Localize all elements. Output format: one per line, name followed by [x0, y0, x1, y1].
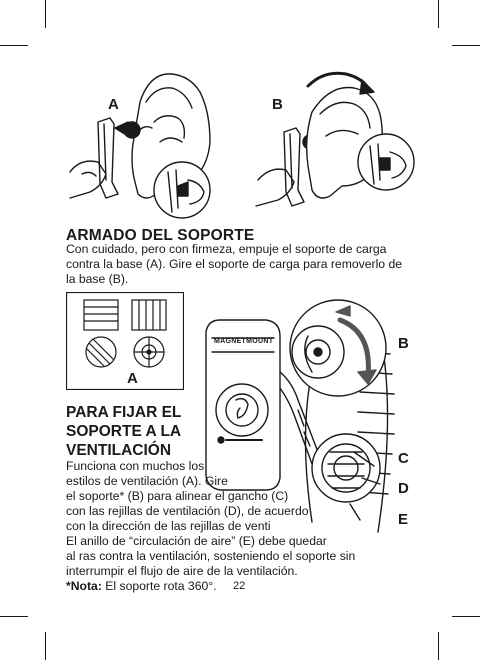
illustration-rotate-mount: [250, 62, 420, 222]
heading-line: PARA FIJAR EL: [66, 404, 182, 421]
illustration-push-mount: [60, 62, 230, 222]
text-line: Funciona con muchos los: [66, 459, 205, 473]
text-line: El anillo de “circulación de aire” (E) debe quedar: [66, 534, 327, 548]
text-line: el soporte* (B) para alinear el gancho (C): [66, 489, 289, 503]
crop-mark: [452, 45, 480, 46]
crop-mark: [0, 616, 28, 617]
section-heading-vent: [66, 403, 181, 460]
mount-label-c: C: [398, 450, 409, 467]
assembly-paragraph: [66, 242, 402, 287]
crop-mark: [438, 632, 439, 660]
note-text: El soporte rota 360°.: [101, 579, 217, 593]
text-line: interrumpir el flujo de aire de la ventilación.: [66, 564, 298, 578]
text-line: con la dirección de las rejillas de venti: [66, 519, 271, 533]
mount-label-b: B: [398, 335, 409, 352]
crop-mark: [438, 0, 439, 28]
vent-paragraph: [66, 459, 355, 594]
note-label: *Nota:: [66, 579, 102, 593]
text-line: la base (B).: [66, 272, 129, 286]
mount-label-e: E: [398, 511, 409, 528]
brand-text: MAGNETMOUNT: [214, 338, 274, 345]
vent-diagram-label-a: A: [127, 370, 138, 387]
heading-line: SOPORTE A LA: [66, 423, 182, 440]
vent-styles-diagram: [66, 292, 184, 390]
heading-line: VENTILACIÓN: [66, 442, 172, 459]
crop-mark: [0, 45, 28, 46]
mount-label-d: D: [398, 480, 409, 497]
crop-mark: [45, 0, 46, 28]
note-line: [66, 579, 355, 594]
text-line: al ras contra la ventilación, sosteniendo el soporte sin: [66, 549, 356, 563]
figure-label-a: A: [108, 96, 119, 113]
text-line: estilos de ventilación (A). Gire: [66, 474, 228, 488]
text-line: Con cuidado, pero con firmeza, empuje el soporte de carga: [66, 242, 387, 256]
section-heading-assembly: ARMADO DEL SOPORTE: [66, 227, 255, 244]
figure-label-b: B: [272, 96, 283, 113]
text-line: contra la base (A). Gire el soporte de carga para removerlo de: [66, 257, 403, 271]
crop-mark: [45, 632, 46, 660]
text-line: con las rejillas de ventilación (D), de acuerdo: [66, 504, 309, 518]
crop-mark: [452, 616, 480, 617]
page-number: 22: [233, 580, 246, 592]
